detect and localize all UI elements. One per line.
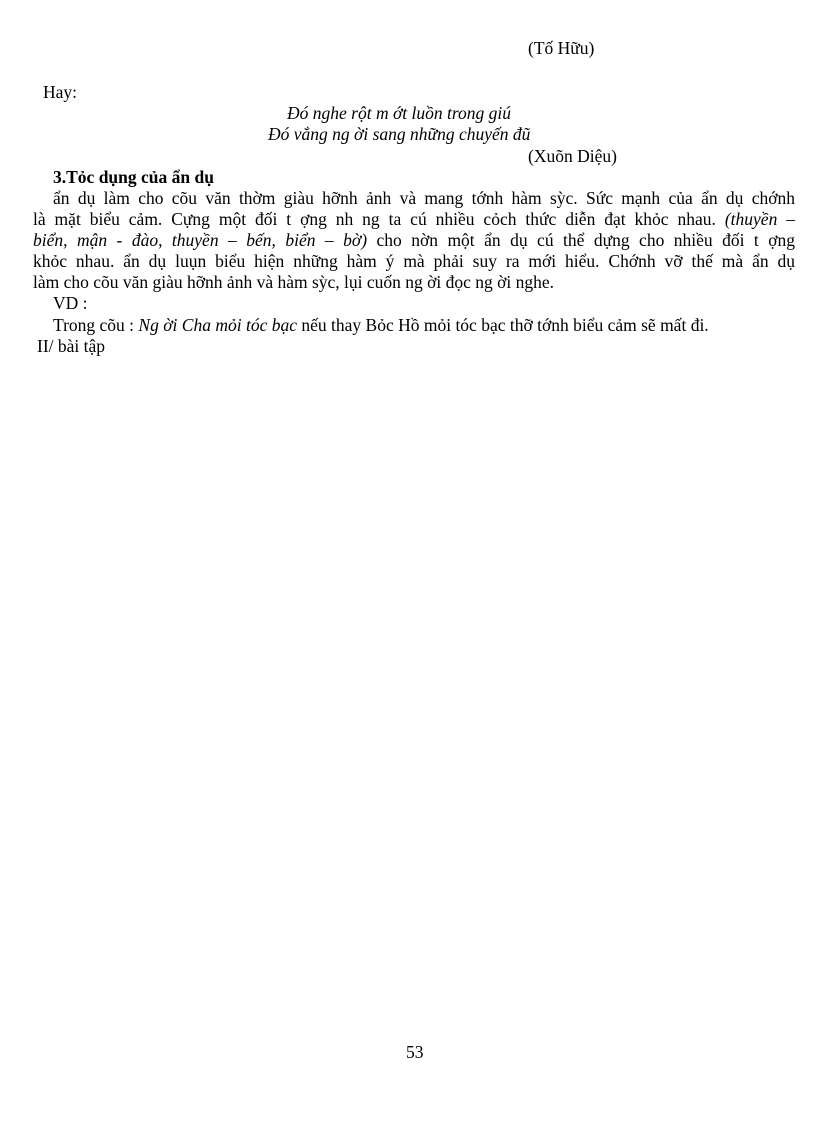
paragraph-line-2-italic: (thuyền – [724, 209, 795, 229]
example-italic-quote: Ng ời Cha mỏi tóc bạc [138, 315, 297, 335]
paragraph-line-3-italic: biển, mận - đào, thuyền – bến, biển – bờ) [33, 230, 368, 250]
paragraph-line-4: khỏc nhau. ẩn dụ luụn biểu hiện những hàm ý mà phải suy ra mới hiểu. Chớnh vỡ thế mà ẩn dụ [33, 251, 795, 271]
paragraph-line-2-text: là mặt biểu cảm. Cựng một đối t ợng nh ng ta cú nhiều cỏch thức diễn đạt khỏc nhau. [33, 209, 716, 229]
paragraph-line-1: ẩn dụ làm cho cõu văn thờm giàu hỡnh ảnh và mang tớnh hàm sỳc. Sức mạnh của ẩn dụ chớnh [53, 188, 795, 208]
paragraph-line-3-text: cho nờn một ẩn dụ cú thể dựng cho nhiều đối t ợng [376, 230, 796, 250]
vd-label: VD : [53, 293, 88, 313]
author-attribution-xuan-dieu: (Xuõn Diệu) [528, 146, 617, 166]
poem-line-1: Đó nghe rột m ớt luồn trong giú [287, 103, 512, 123]
paragraph-line-3 [33, 230, 795, 251]
section-2-heading: II/ bài tập [37, 336, 106, 356]
paragraph-line-2 [33, 209, 795, 230]
author-attribution-to-huu: (Tố Hữu) [528, 38, 595, 58]
section-3-heading: 3.Tỏc dụng của ẩn dụ [53, 167, 214, 187]
poem-line-2: Đó vắng ng ời sang những chuyến đũ [268, 124, 531, 144]
example-sentence [53, 315, 709, 336]
example-prefix: Trong cõu : [53, 315, 135, 335]
page-number: 53 [406, 1042, 424, 1062]
hay-label: Hay: [43, 82, 78, 102]
example-suffix: nếu thay Bỏc Hồ mỏi tóc bạc thỡ tớnh biểu cảm sẽ mất đi. [301, 315, 709, 335]
paragraph-line-5: làm cho cõu văn giàu hỡnh ảnh và hàm sỳc, lụi cuốn ng ời đọc ng ời nghe. [33, 272, 555, 292]
